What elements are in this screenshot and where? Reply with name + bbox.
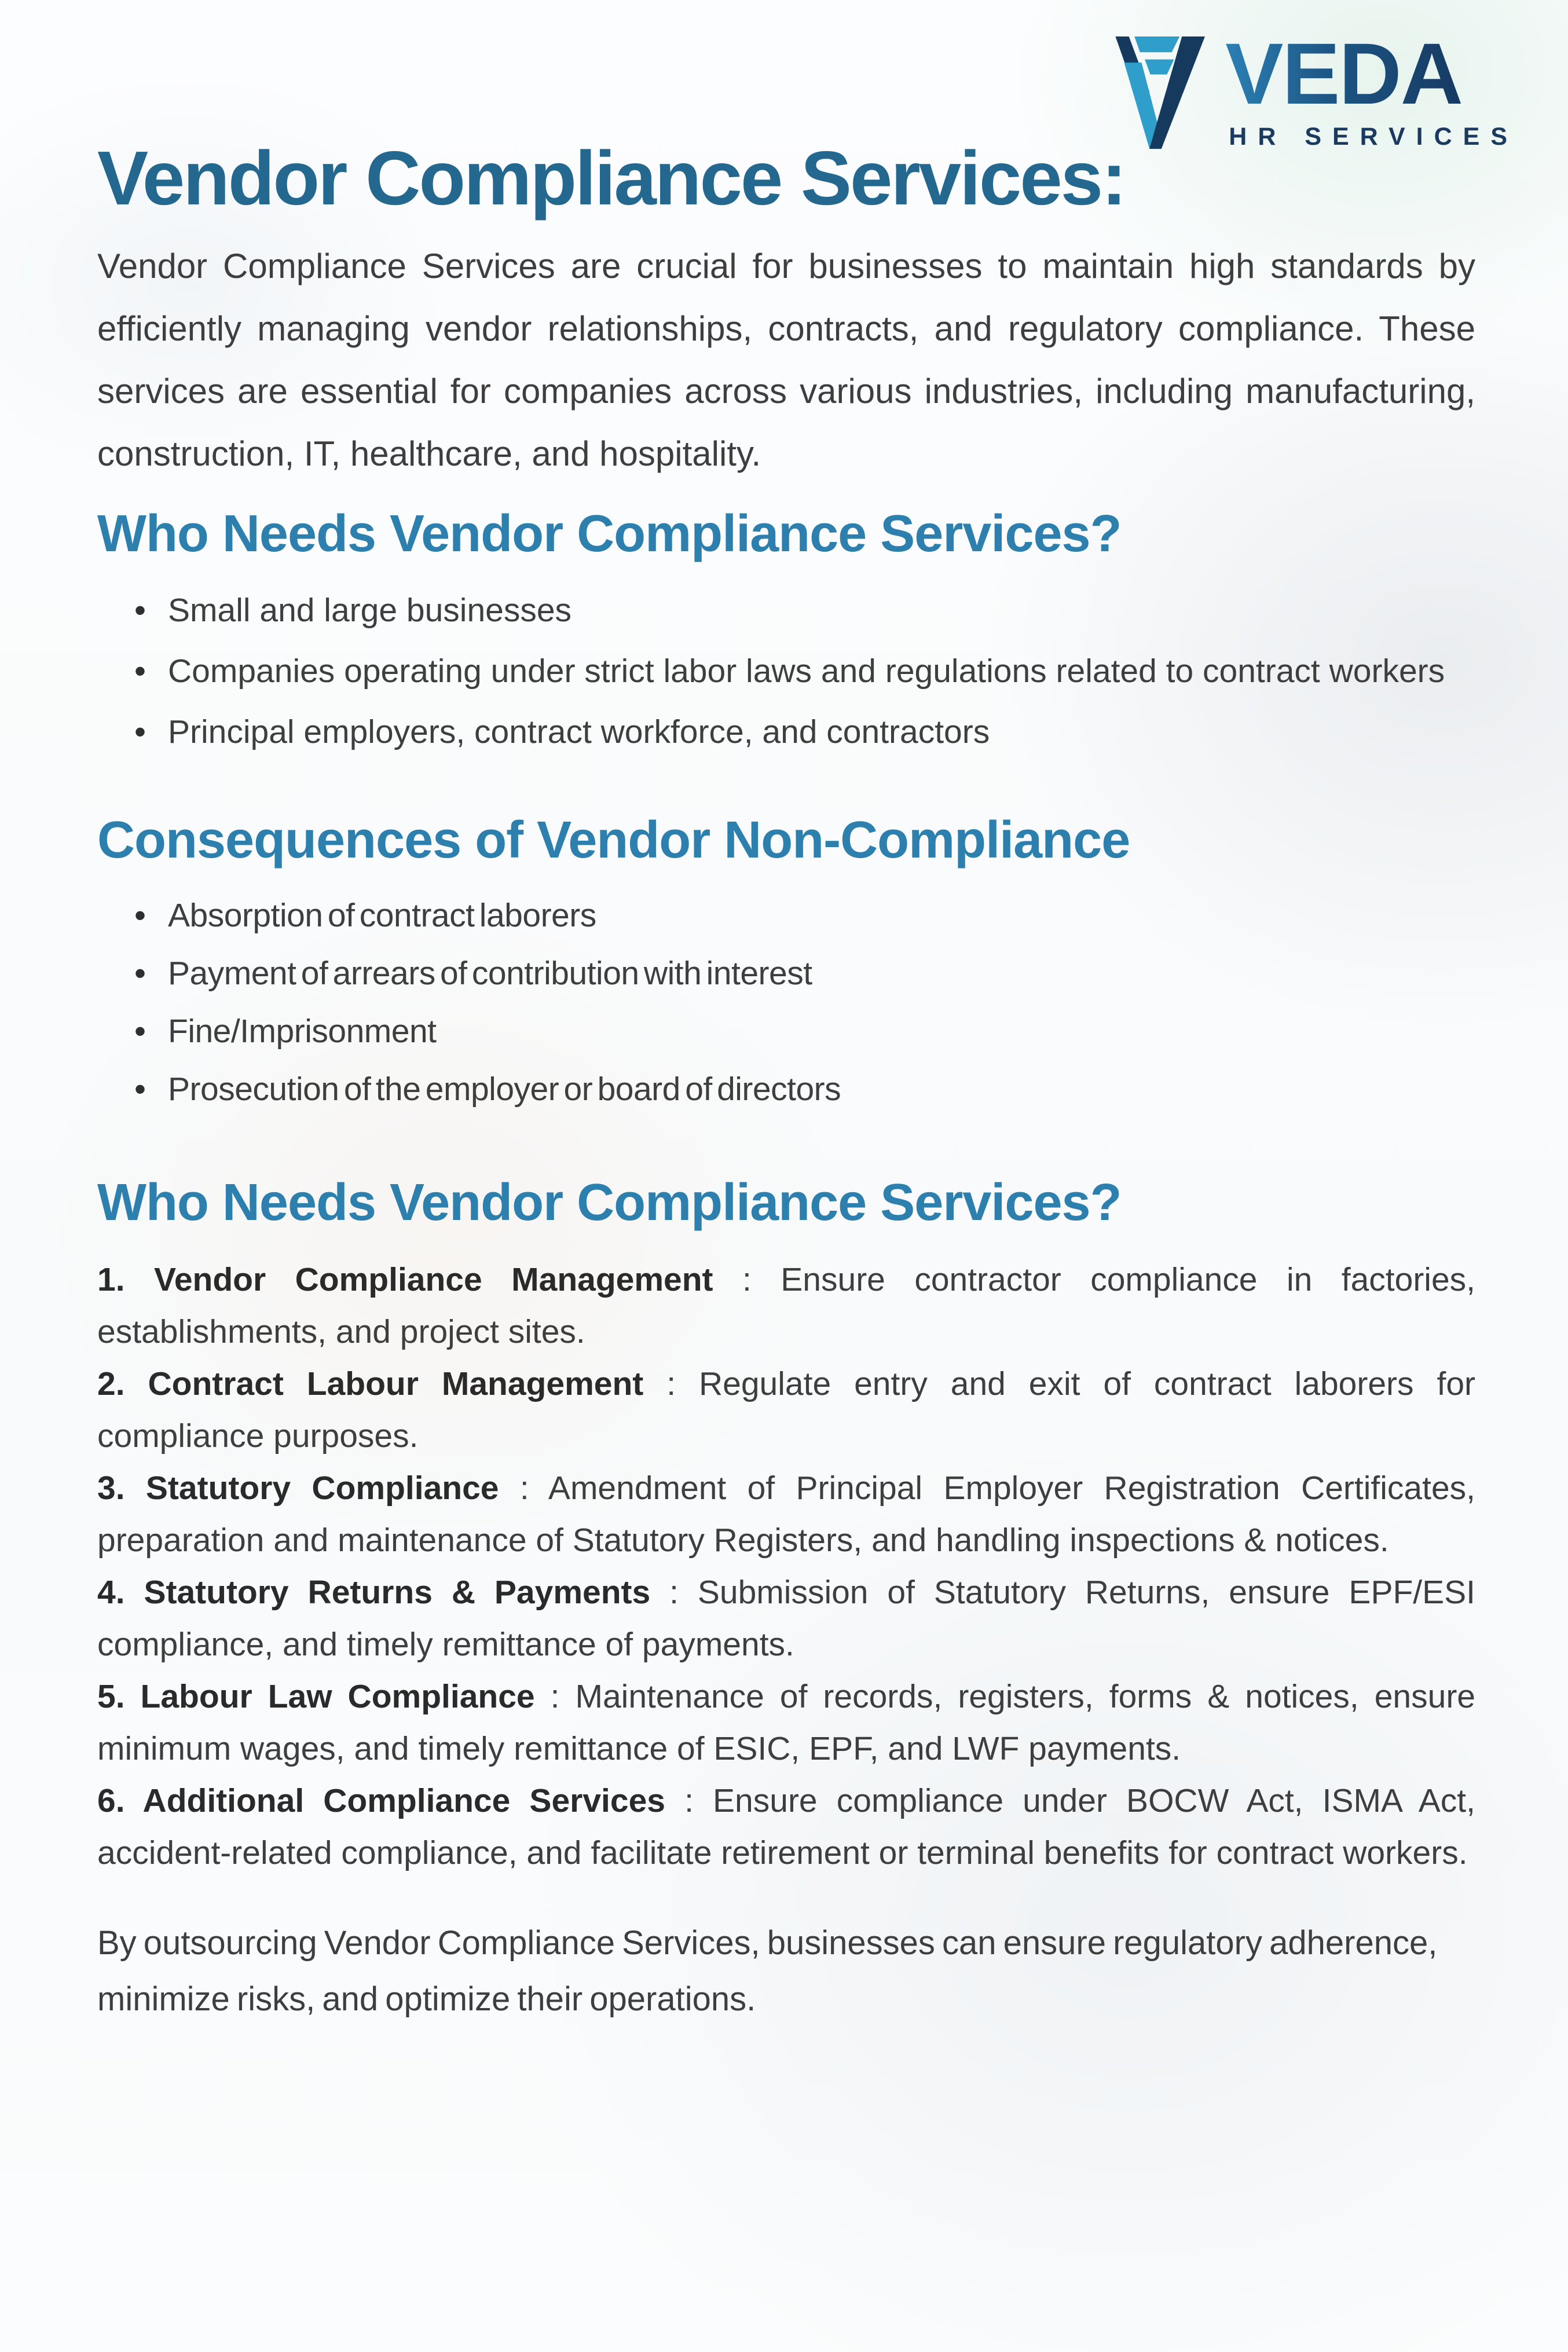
numbered-item-desc: : Amendment of Principal Employer Registration Certificates, preparation and maintenance of Statutory Registers, and handling inspections & notices. (97, 1470, 1475, 1559)
consequences-bullet-list (97, 886, 1475, 1118)
page-title: Vendor Compliance Services: (97, 135, 1126, 221)
list-item: • Fine/Imprisonment (97, 1002, 1475, 1060)
numbered-item-title: 6. Additional Compliance Services (97, 1782, 665, 1819)
numbered-item (97, 1462, 1475, 1566)
list-item: • Principal employers, contract workforce, and contractors (97, 702, 1475, 763)
logo-wordmark: VEDA (1225, 25, 1463, 122)
numbered-item-title: 4. Statutory Returns & Payments (97, 1574, 651, 1611)
numbered-item (97, 1358, 1475, 1462)
list-item: • Absorption of contract laborers (97, 886, 1475, 944)
list-item: • Payment of arrears of contribution with interest (97, 944, 1475, 1002)
services-numbered-list (97, 1254, 1475, 1879)
numbered-item (97, 1670, 1475, 1775)
numbered-item-title: 2. Contract Labour Management (97, 1365, 644, 1402)
list-item: • Small and large businesses (97, 580, 1475, 641)
intro-paragraph: Vendor Compliance Services are crucial for businesses to maintain high standards by efficiently managing vendor relationships, contracts, and regulatory compliance. These services are essential for companies across various industries, including manufacturing, construction, IT, healthcare, and hospitality. (97, 247, 1475, 473)
numbered-item (97, 1254, 1475, 1358)
closing-paragraph: By outsourcing Vendor Compliance Services, businesses can ensure regulatory adherence, minimize risks, and optimize their operations. (97, 1924, 1438, 2018)
numbered-item-desc: : Ensure compliance under BOCW Act, ISMA Act, accident-related compliance, and facilitate retirement or terminal benefits for contract workers. (97, 1782, 1475, 1871)
numbered-item-desc: : Maintenance of records, registers, forms & notices, ensure minimum wages, and timely remittance of ESIC, EPF, and LWF payments. (97, 1678, 1475, 1767)
numbered-item (97, 1566, 1475, 1670)
numbered-item-desc: : Regulate entry and exit of contract laborers for compliance purposes. (97, 1365, 1475, 1455)
list-item: • Companies operating under strict labor laws and regulations related to contract workers (97, 641, 1475, 702)
section-heading-who-needs-2: Who Needs Vendor Compliance Services? (97, 1174, 1122, 1232)
who-needs-bullet-list (97, 580, 1475, 763)
numbered-item-title: 5. Labour Law Compliance (97, 1678, 535, 1715)
logo-tagline: HR SERVICES (1229, 123, 1518, 151)
numbered-item-title: 1. Vendor Compliance Management (97, 1261, 713, 1298)
numbered-item (97, 1775, 1475, 1879)
section-heading-who-needs-1: Who Needs Vendor Compliance Services? (97, 505, 1122, 563)
numbered-item-desc: : Submission of Statutory Returns, ensure EPF/ESI compliance, and timely remittance of payments. (97, 1574, 1475, 1663)
section-heading-consequences: Consequences of Vendor Non-Compliance (97, 811, 1130, 869)
numbered-item-title: 3. Statutory Compliance (97, 1470, 499, 1507)
numbered-item-desc: : Ensure contractor compliance in factories, establishments, and project sites. (97, 1261, 1476, 1350)
list-item: • Prosecution of the employer or board of directors (97, 1060, 1475, 1118)
